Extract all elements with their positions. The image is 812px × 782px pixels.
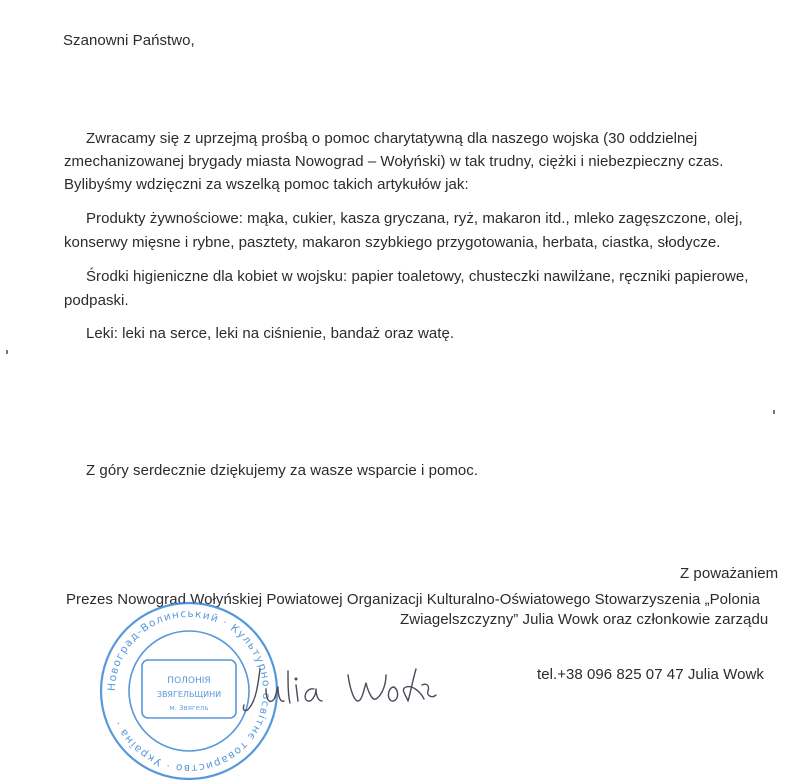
svg-text:ПОЛОНІЯ: ПОЛОНІЯ bbox=[167, 676, 211, 686]
signatory-line-2: Zwiagelszczyzny” Julia Wowk oraz członkowie zarządu bbox=[400, 611, 769, 628]
medicine-paragraph: Leki: leki na serce, leki na ciśnienie, bandaż oraz watę. bbox=[86, 325, 455, 342]
svg-text:м. Звягель: м. Звягель bbox=[169, 704, 209, 712]
svg-text:ЗВЯГЕЛЬЩИНИ: ЗВЯГЕЛЬЩИНИ bbox=[156, 690, 222, 699]
food-paragraph-line-1: Produkty żywnościowe: mąka, cukier, kasza gryczana, ryż, makaron itd., mleko zagęszczone, olej, bbox=[86, 210, 743, 227]
request-paragraph-line-1: Zwracamy się z uprzejmą prośbą o pomoc charytatywną dla naszego wojska (30 oddzielnej bbox=[86, 130, 698, 147]
phone-line: tel.+38 096 825 07 47 Julia Wowk bbox=[537, 666, 764, 683]
svg-text:Новоград-Волинський · Культурн: Новоград-Волинський · Культурно-освітнє товариство · Україна · bbox=[105, 607, 273, 775]
food-paragraph-line-2: konserwy mięsne i rybne, pasztety, makaron szybkiego przygotowania, herbata, ciastka, słodycze. bbox=[64, 234, 721, 251]
request-paragraph-line-2: zmechanizowanej brygady miasta Nowograd – Wołyński) w tak trudny, ciężki i niebezpieczny czas. bbox=[64, 153, 724, 170]
request-paragraph-line-3: Bylibyśmy wdzięczni za wszelką pomoc takich artykułów jak: bbox=[64, 176, 469, 193]
signatory-line-1: Prezes Nowograd Wołyńskiej Powiatowej Organizacji Kulturalno-Oświatowego Stowarzyszenia „Polonia bbox=[66, 591, 761, 608]
scan-mark-right bbox=[773, 410, 775, 414]
closing: Z poważaniem bbox=[680, 565, 779, 582]
salutation: Szanowni Państwo, bbox=[63, 32, 195, 49]
handwritten-signature bbox=[236, 655, 446, 725]
thanks-paragraph: Z góry serdecznie dziękujemy za wasze wsparcie i pomoc. bbox=[86, 462, 479, 479]
hygiene-paragraph-line-2: podpaski. bbox=[64, 292, 129, 309]
hygiene-paragraph-line-1: Środki higieniczne dla kobiet w wojsku: papier toaletowy, chusteczki nawilżane, ręczniki papierowe, bbox=[86, 268, 749, 285]
scan-mark-left bbox=[6, 350, 8, 354]
